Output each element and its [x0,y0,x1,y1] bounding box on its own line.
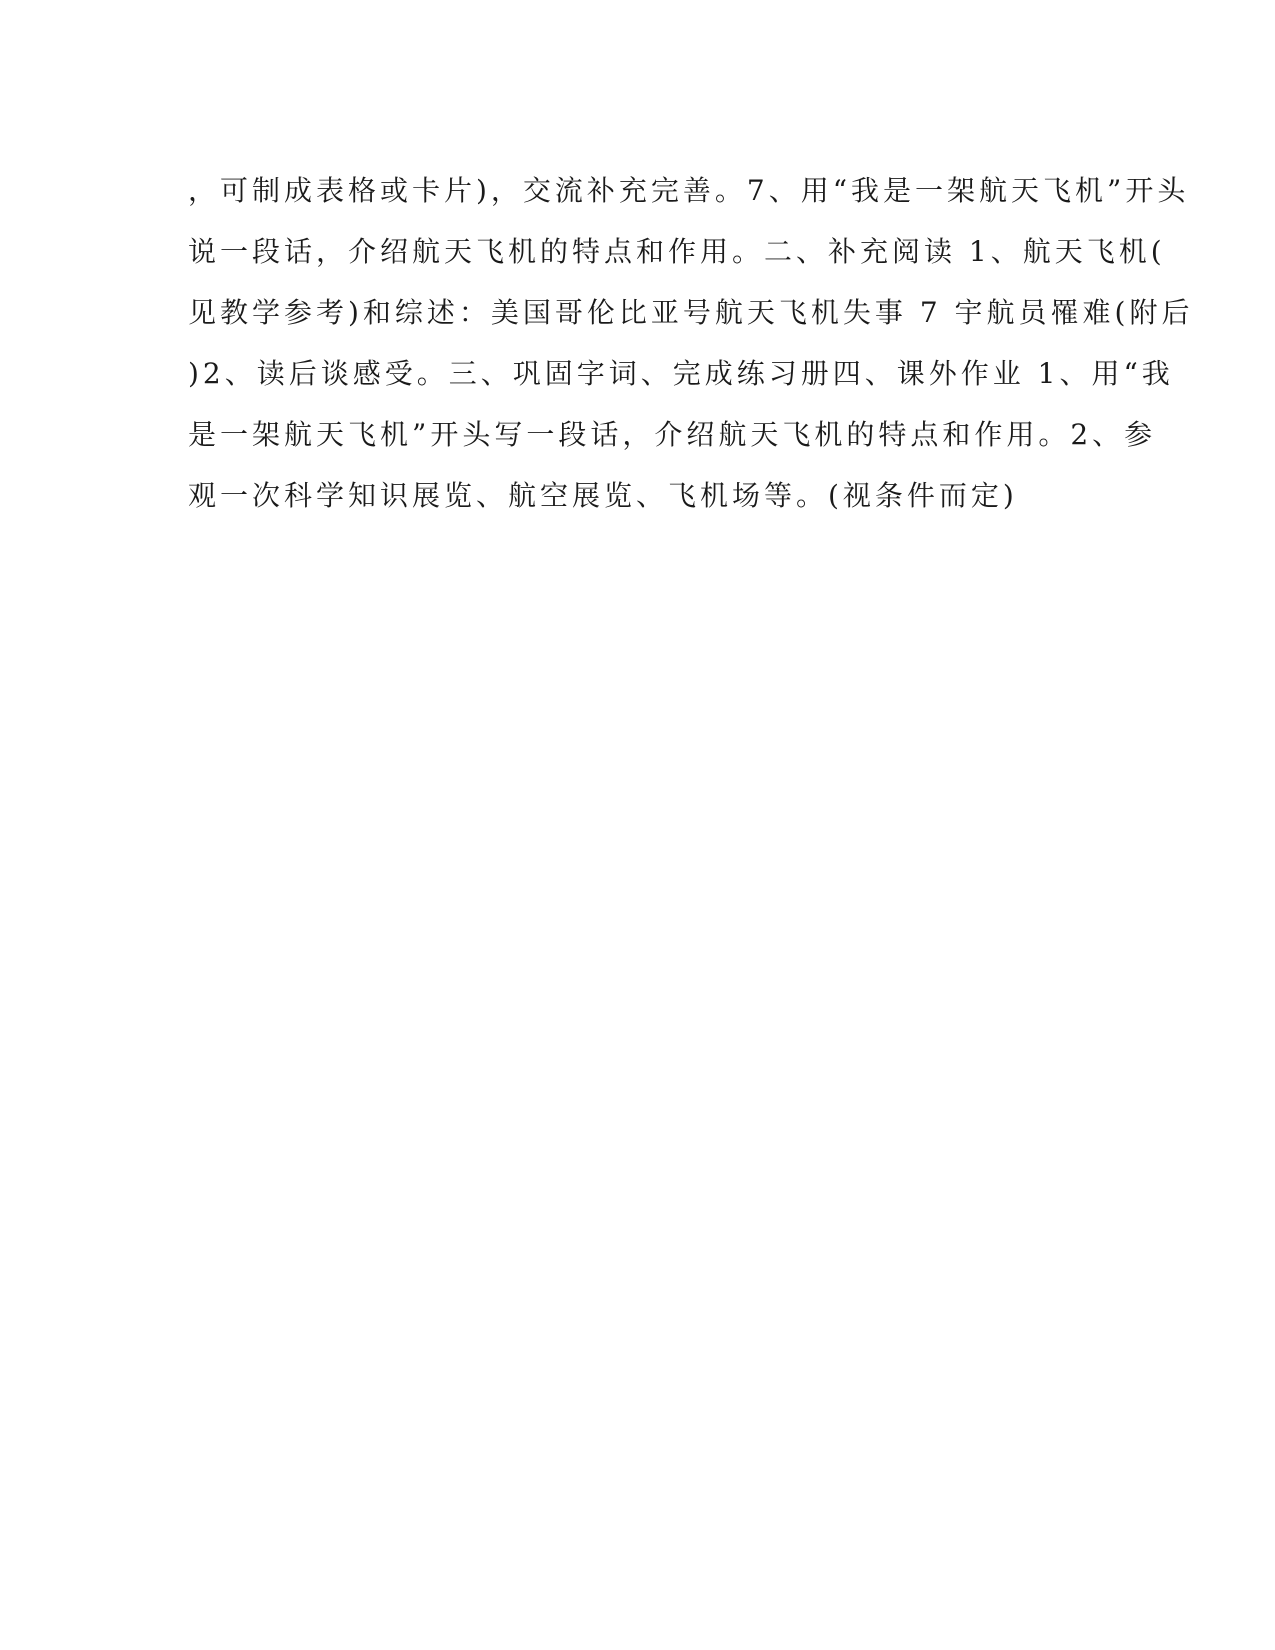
paragraph-line-4: )2、读后谈感受。三、巩固字词、完成练习册四、课外作业 1、用“我 [188,357,1174,390]
paragraph-line-2: 说一段话，介绍航天飞机的特点和作用。二、补充阅读 1、航天飞机( [188,235,1166,268]
body-paragraph [188,160,1194,526]
paragraph-line-6: 观一次科学知识展览、航空展览、飞机场等。(视条件而定) [188,479,1018,512]
paragraph-line-5: 是一架航天飞机”开头写一段话，介绍航天飞机的特点和作用。2、参 [188,418,1157,451]
paragraph-line-3: 见教学参考)和综述：美国哥伦比亚号航天飞机失事 7 宇航员罹难(附后 [188,296,1194,329]
paragraph-line-1: ，可制成表格或卡片)，交流补充完善。7、用“我是一架航天飞机”开头 [188,174,1190,207]
